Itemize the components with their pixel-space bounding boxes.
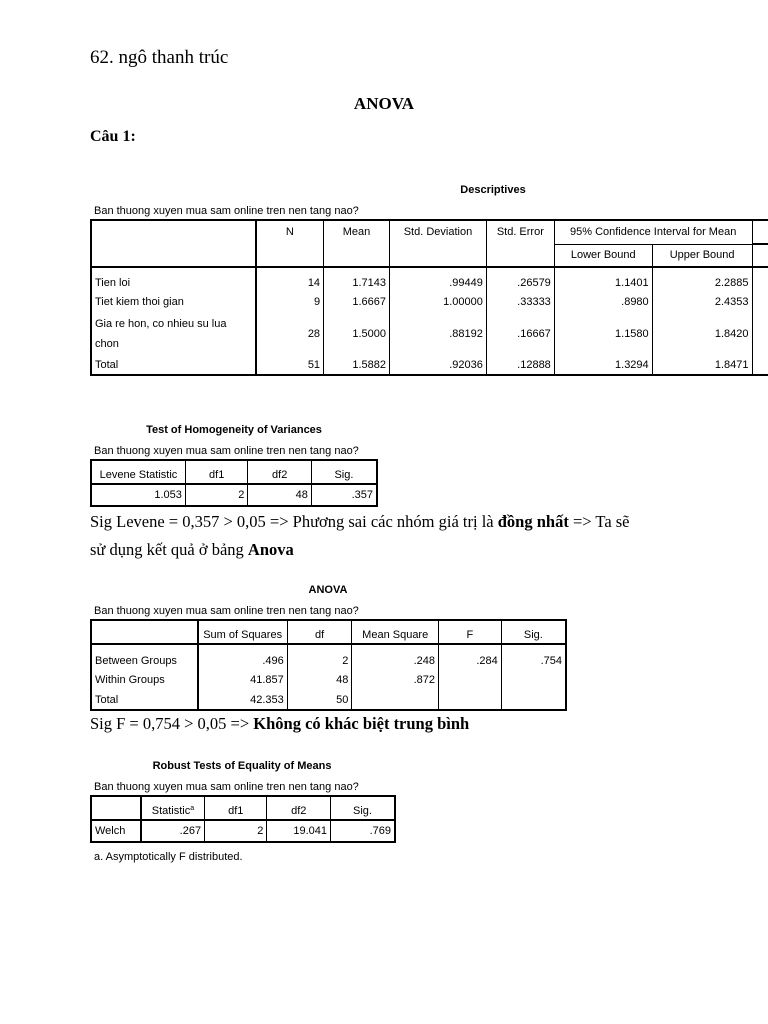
cell-ss: 42.353 <box>198 690 288 710</box>
para-text: => Ta sẽ <box>568 512 630 531</box>
col-header-sig: Sig. <box>331 796 395 820</box>
cell-ss: .496 <box>198 644 288 670</box>
cell-f <box>439 670 502 690</box>
page-title: ANOVA <box>353 94 415 113</box>
row-label: Tiet kiem thoi gian <box>91 291 256 313</box>
col-header-statistic: Statistic$^a$ <box>141 796 205 820</box>
cell-mean: 1.6667 <box>324 291 390 313</box>
table-row <box>91 670 566 690</box>
col-header-levene: Levene Statistic <box>91 460 185 484</box>
cell-mean: 1.7143 <box>324 267 390 291</box>
cell-upper: 1.8420 <box>652 313 752 355</box>
anova-caption: Ban thuong xuyen mua sam online tren nen tang nao? <box>94 605 359 617</box>
cell-mean: 1.5000 <box>324 313 390 355</box>
col-header-df1: df1 <box>185 460 248 484</box>
row-label: Tien loi <box>91 267 256 291</box>
cell-lower: 1.1580 <box>554 313 652 355</box>
para-text: Sig F = 0,754 > 0,05 => <box>90 714 254 733</box>
cell-sig: .754 <box>501 644 566 670</box>
col-header-se: Std. Error <box>486 220 554 267</box>
cell-se: .26579 <box>486 267 554 291</box>
row-label: Within Groups <box>91 670 198 690</box>
col-header-lower: Lower Bound <box>554 244 652 267</box>
col-header-ci: 95% Confidence Interval for Mean <box>554 220 752 244</box>
cell-se: .16667 <box>486 313 554 355</box>
para-bold: Anova <box>247 540 294 559</box>
col-header-df2: df2 <box>248 460 312 484</box>
cell-lower: 1.3294 <box>554 355 652 375</box>
anova-table-title: ANOVA <box>308 584 348 596</box>
para-bold: đồng nhất <box>497 512 569 531</box>
cell-upper: 1.8471 <box>652 355 752 375</box>
para-bold: Không có khác biệt trung bình <box>253 714 470 733</box>
cell-df1: 2 <box>205 820 267 842</box>
cell-levene: 1.053 <box>91 484 185 506</box>
homogeneity-caption: Ban thuong xuyen mua sam online tren nen tang nao? <box>94 445 359 457</box>
robust-footnote: a. Asymptotically F distributed. <box>94 851 243 863</box>
row-label: Total <box>91 690 198 710</box>
table-row <box>91 690 566 710</box>
cell-df: 48 <box>287 670 352 690</box>
cell-upper: 2.4353 <box>652 291 752 313</box>
cell-sig: .769 <box>331 820 395 842</box>
cell-ms: .872 <box>352 670 439 690</box>
cell-sd: .92036 <box>390 355 487 375</box>
corner-cell <box>91 220 256 267</box>
row-label: Between Groups <box>91 644 198 670</box>
row-label: Total <box>91 355 256 375</box>
robust-title: Robust Tests of Equality of Means <box>152 760 332 772</box>
row-label: Welch <box>91 820 141 842</box>
cell-sig <box>501 670 566 690</box>
levene-conclusion <box>90 508 690 564</box>
cell-f <box>439 690 502 710</box>
table-row <box>91 484 377 506</box>
cell-df: 50 <box>287 690 352 710</box>
cell-lower: 1.1401 <box>554 267 652 291</box>
cell-ss: 41.857 <box>198 670 288 690</box>
cell-lower: .8980 <box>554 291 652 313</box>
cell-ms <box>352 690 439 710</box>
table-row <box>91 267 768 291</box>
col-header-df2: df2 <box>267 796 331 820</box>
cell-n: 51 <box>256 355 324 375</box>
anova-conclusion <box>90 710 690 738</box>
cell-sig <box>501 690 566 710</box>
cell-ms: .248 <box>352 644 439 670</box>
cell-df1: 2 <box>185 484 248 506</box>
cell-n: 9 <box>256 291 324 313</box>
para-text: Sig Levene = 0,357 > 0,05 => Phương sai các nhóm giá trị là <box>90 512 498 531</box>
author-heading: 62. ngô thanh trúc <box>90 47 229 68</box>
cutoff-cell <box>752 220 768 244</box>
para-text: sử dụng kết quả ở bảng <box>90 540 248 559</box>
cell-df2: 19.041 <box>267 820 331 842</box>
cell-sig: .357 <box>311 484 377 506</box>
col-header-df: df <box>287 620 352 644</box>
cell-mean: 1.5882 <box>324 355 390 375</box>
col-header-df1: df1 <box>205 796 267 820</box>
descriptives-caption: Ban thuong xuyen mua sam online tren nen tang nao? <box>94 205 359 217</box>
row-label: Gia re hon, co nhieu su lua chon <box>91 313 256 355</box>
col-header-upper: Upper Bound <box>652 244 752 267</box>
descriptives-table <box>90 219 768 376</box>
cell-sd: .88192 <box>390 313 487 355</box>
homogeneity-table <box>90 459 378 507</box>
cell-df2: 48 <box>248 484 312 506</box>
cell-n: 14 <box>256 267 324 291</box>
robust-table <box>90 795 396 843</box>
col-header-sd: Std. Deviation <box>390 220 487 267</box>
cell-df: 2 <box>287 644 352 670</box>
col-header-mean: Mean <box>324 220 390 267</box>
table-row <box>91 644 566 670</box>
col-header-sig: Sig. <box>311 460 377 484</box>
table-row <box>91 820 395 842</box>
cell-sd: .99449 <box>390 267 487 291</box>
col-header-ms: Mean Square <box>352 620 439 644</box>
question-label: Câu 1: <box>90 128 136 145</box>
cell-se: .33333 <box>486 291 554 313</box>
footnote-marker: a <box>190 805 195 812</box>
col-header-n: N <box>256 220 324 267</box>
cell-n: 28 <box>256 313 324 355</box>
table-row <box>91 355 768 375</box>
table-row <box>91 291 768 313</box>
cell-statistic: .267 <box>141 820 205 842</box>
cell-se: .12888 <box>486 355 554 375</box>
anova-table <box>90 619 567 711</box>
robust-caption: Ban thuong xuyen mua sam online tren nen tang nao? <box>94 781 359 793</box>
cell-sd: 1.00000 <box>390 291 487 313</box>
col-header-sig: Sig. <box>501 620 566 644</box>
table-row <box>91 313 768 355</box>
descriptives-title: Descriptives <box>460 184 526 196</box>
col-header-f: F <box>439 620 502 644</box>
cell-f: .284 <box>439 644 502 670</box>
cell-upper: 2.2885 <box>652 267 752 291</box>
col-header-ss: Sum of Squares <box>198 620 288 644</box>
homogeneity-title: Test of Homogeneity of Variances <box>146 424 322 436</box>
